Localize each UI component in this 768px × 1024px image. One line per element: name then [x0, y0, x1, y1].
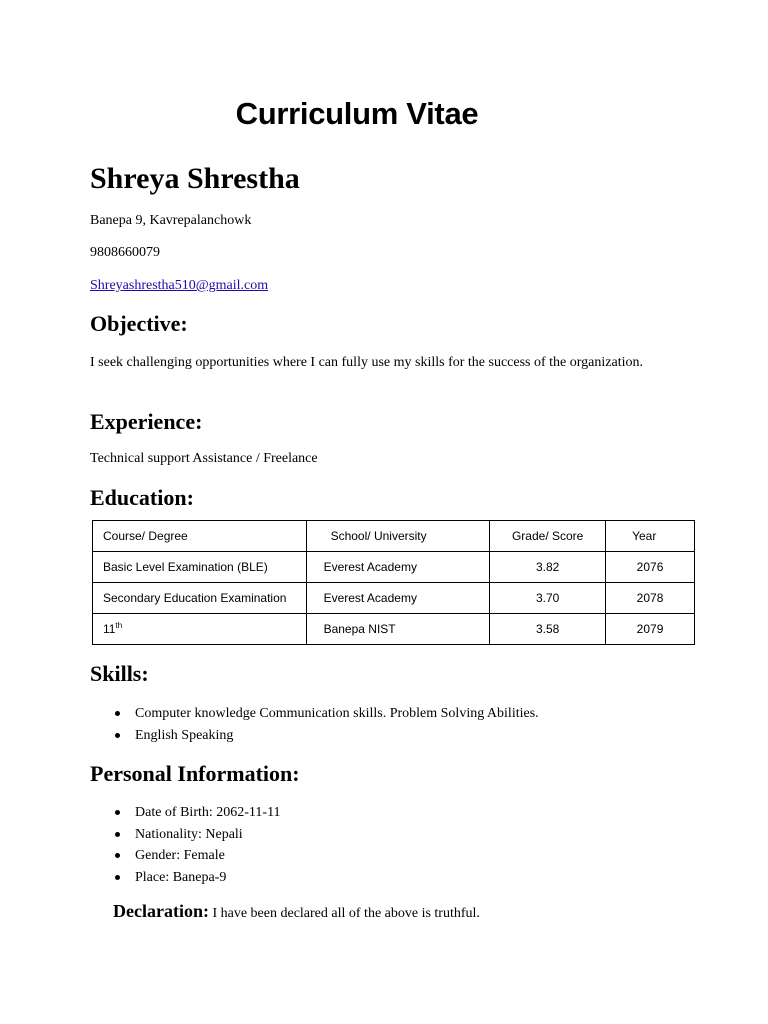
phone-text: 9808660079	[90, 245, 160, 260]
education-header-row	[93, 521, 695, 552]
course-cell: Secondary Education Examination	[93, 583, 307, 614]
grade-cell: 3.82	[490, 552, 606, 583]
objective-heading: Objective:	[90, 311, 188, 336]
list-item: Gender: Female	[112, 845, 281, 867]
year-cell: 2079	[606, 614, 695, 645]
objective-text: I seek challenging opportunities where I can fully use my skills for the success of the organization.	[90, 355, 643, 370]
table-row	[93, 583, 695, 614]
experience-heading: Experience:	[90, 409, 203, 434]
course-cell: Basic Level Examination (BLE)	[93, 552, 307, 583]
year-cell: 2076	[606, 552, 695, 583]
experience-text: Technical support Assistance / Freelance	[90, 451, 318, 466]
school-cell: Everest Academy	[306, 552, 490, 583]
table-row	[93, 614, 695, 645]
school-cell: Banepa NIST	[306, 614, 490, 645]
list-item: Date of Birth: 2062-11-11	[112, 802, 281, 824]
course-grade-number: 11	[103, 622, 116, 636]
grade-cell: 3.70	[490, 583, 606, 614]
education-table	[92, 520, 695, 645]
declaration	[113, 901, 480, 922]
declaration-label: Declaration:	[113, 901, 209, 921]
list-item: English Speaking	[112, 725, 539, 747]
list-item: Computer knowledge Communication skills. Problem Solving Abilities.	[112, 703, 539, 725]
school-cell: Everest Academy	[306, 583, 490, 614]
document-title: Curriculum Vitae	[235, 96, 479, 131]
course-cell	[93, 614, 307, 645]
list-item: Place: Banepa-9	[112, 867, 281, 889]
skills-list	[112, 703, 539, 746]
address-text: Banepa 9, Kavrepalanchowk	[90, 213, 252, 228]
skills-heading: Skills:	[90, 661, 149, 686]
grade-cell: 3.58	[490, 614, 606, 645]
column-header-grade: Grade/ Score	[490, 521, 606, 552]
declaration-text: I have been declared all of the above is truthful.	[212, 906, 480, 921]
email-link[interactable]: Shreyashrestha510@gmail.com	[90, 278, 269, 293]
course-grade-suffix: th	[115, 621, 123, 630]
table-row	[93, 552, 695, 583]
personal-info-heading: Personal Information:	[90, 761, 300, 786]
column-header-course: Course/ Degree	[93, 521, 307, 552]
education-heading: Education:	[90, 485, 194, 510]
list-item: Nationality: Nepali	[112, 824, 281, 846]
year-cell: 2078	[606, 583, 695, 614]
candidate-name: Shreya Shrestha	[90, 162, 300, 195]
personal-info-list	[112, 802, 281, 888]
column-header-year: Year	[606, 521, 695, 552]
column-header-school: School/ University	[306, 521, 490, 552]
